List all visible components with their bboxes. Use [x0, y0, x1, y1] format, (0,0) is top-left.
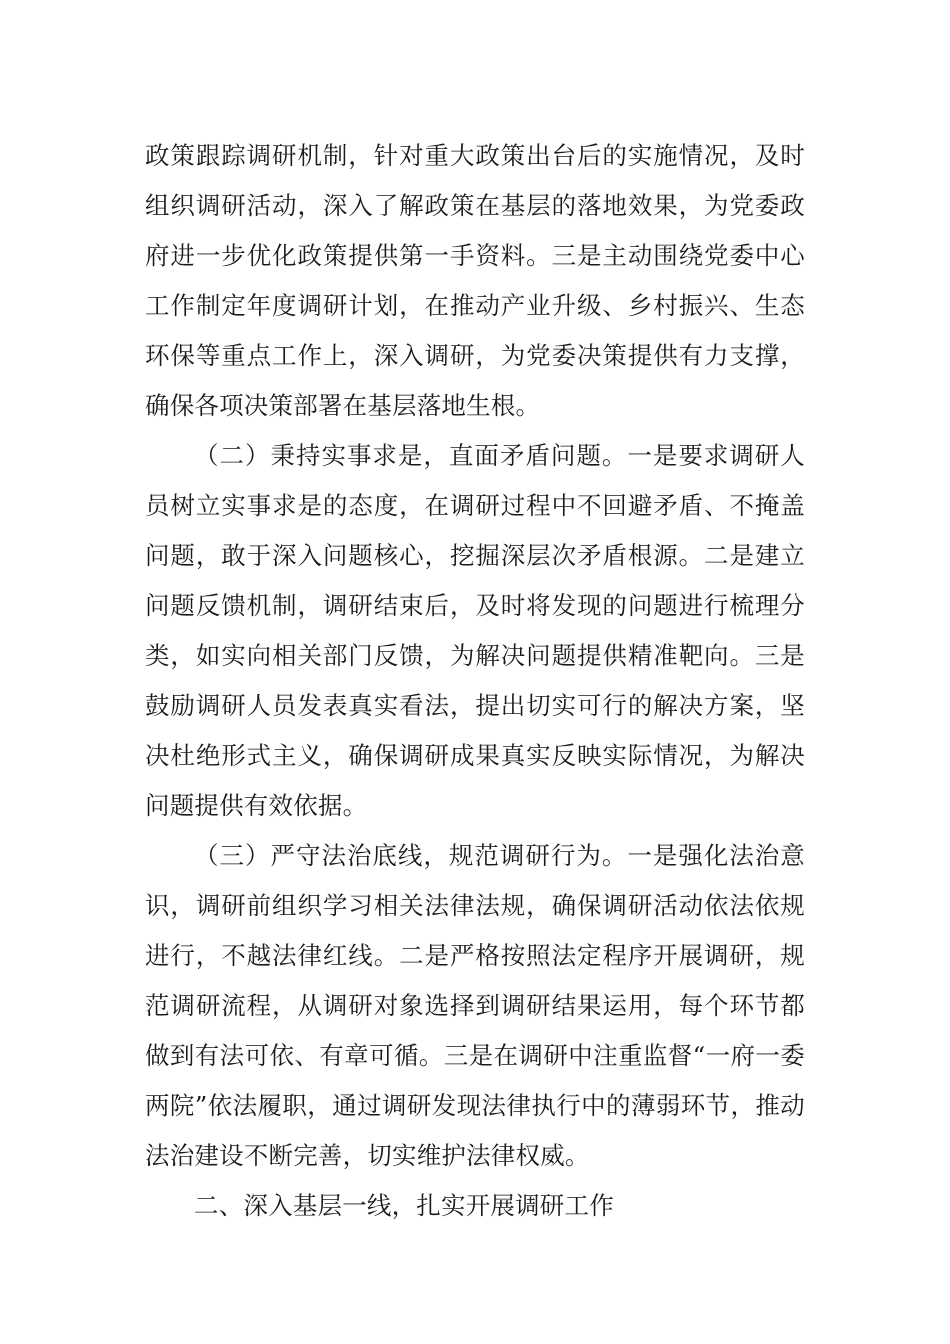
section-heading: 二、深入基层一线，扎实开展调研工作	[194, 1191, 614, 1220]
paragraph-item-two: （二）秉持实事求是，直面矛盾问题。一是要求调研人员树立实事求是的态度，在调研过程中不回避矛盾、不掩盖问题，敢于深入问题核心，挖掘深层次矛盾根源。二是建立问题反馈机制，调研结束后，及时将发现的问题进行梳理分类，如实向相关部门反馈，为解决问题提供精准靶向。三是鼓励调研人员发表真实看法，提出切实可行的解决方案，坚决杜绝形式主义，确保调研成果真实反映实际情况，为解决问题提供有效依据。	[145, 441, 805, 820]
paragraph-continuation: 政策跟踪调研机制，针对重大政策出台后的实施情况，及时组织调研活动，深入了解政策在基层的落地效果，为党委政府进一步优化政策提供第一手资料。三是主动围绕党委中心工作制定年度调研计划，在推动产业升级、乡村振兴、生态环保等重点工作上，深入调研，为党委决策提供有力支撑，确保各项决策部署在基层落地生根。	[145, 141, 805, 420]
document-body	[145, 131, 805, 1231]
paragraph-item-three: （三）严守法治底线，规范调研行为。一是强化法治意识，调研前组织学习相关法律法规，确保调研活动依法依规进行，不越法律红线。二是严格按照法定程序开展调研，规范调研流程，从调研对象选择到调研结果运用，每个环节都做到有法可依、有章可循。三是在调研中注重监督“一府一委两院”依法履职，通过调研发现法律执行中的薄弱环节，推动法治建设不断完善，切实维护法律权威。	[145, 841, 805, 1170]
